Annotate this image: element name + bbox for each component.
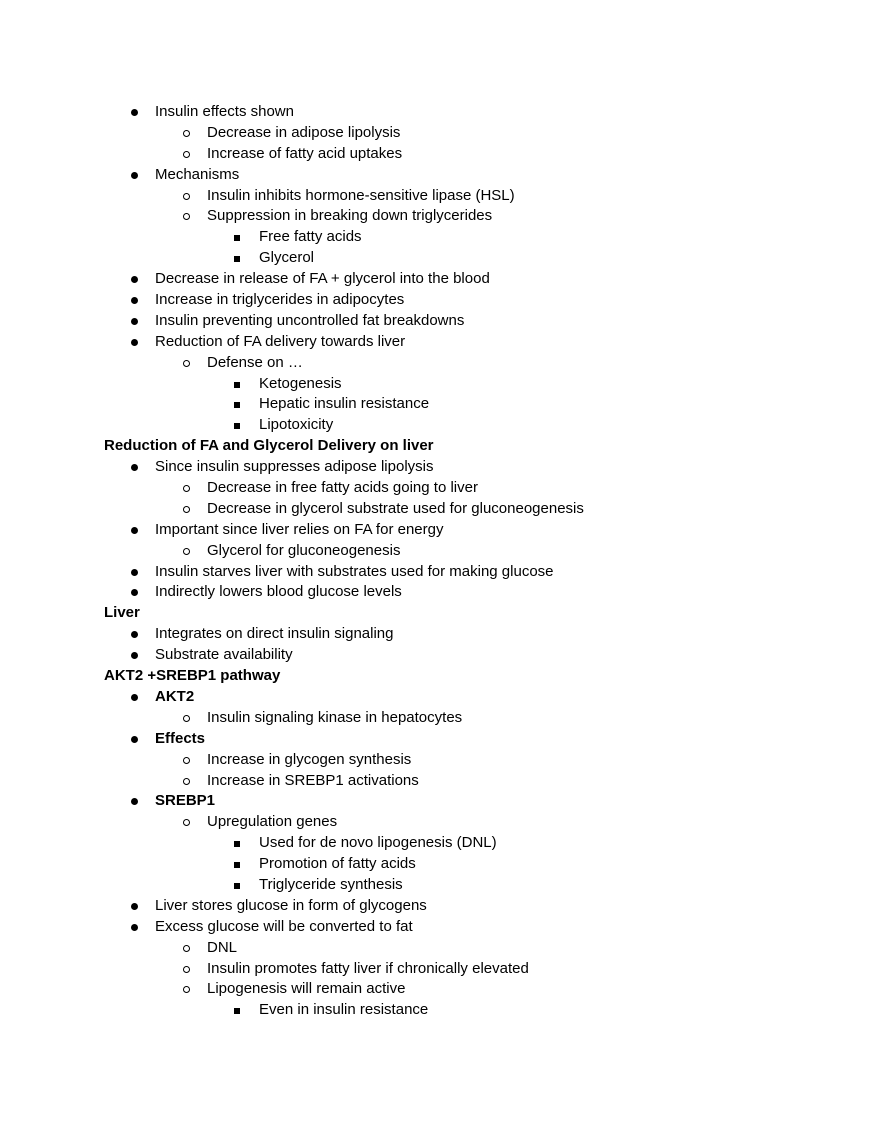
heading-text: Liver xyxy=(104,604,140,622)
list-item-text: Insulin preventing uncontrolled fat breakdowns xyxy=(155,311,465,329)
list-item xyxy=(0,374,880,395)
list-item-text: Decrease in free fatty acids going to liver xyxy=(207,479,478,497)
list-item xyxy=(0,833,880,854)
list-item xyxy=(0,645,880,666)
list-item xyxy=(0,729,880,750)
list-item-text: Mechanisms xyxy=(155,165,240,183)
list-item xyxy=(0,206,880,227)
list-item xyxy=(0,457,880,478)
square-bullet-icon xyxy=(234,1008,240,1014)
list-item xyxy=(0,1000,880,1021)
list-item xyxy=(0,123,880,144)
list-item xyxy=(0,582,880,603)
list-item xyxy=(0,938,880,959)
list-item xyxy=(0,708,880,729)
square-bullet-icon xyxy=(234,862,240,868)
list-item-text: Decrease in release of FA + glycerol into the blood xyxy=(155,270,490,288)
section-heading xyxy=(0,666,880,687)
list-item-text: Ketogenesis xyxy=(259,374,342,392)
list-item-text: Insulin effects shown xyxy=(155,103,294,120)
filled-circle-bullet-icon xyxy=(131,652,138,659)
list-item xyxy=(0,186,880,207)
filled-circle-bullet-icon xyxy=(131,924,138,931)
hollow-circle-bullet-icon xyxy=(183,506,190,513)
list-item xyxy=(0,791,880,812)
filled-circle-bullet-icon xyxy=(131,297,138,304)
list-item-text: Insulin signaling kinase in hepatocytes xyxy=(207,708,463,726)
square-bullet-icon xyxy=(234,423,240,429)
list-item-text: Effects xyxy=(155,729,206,747)
list-item-text: Liver stores glucose in form of glycogens xyxy=(155,896,427,914)
list-item xyxy=(0,750,880,771)
list-item xyxy=(0,227,880,248)
hollow-circle-bullet-icon xyxy=(183,757,190,764)
list-item-text: Since insulin suppresses adipose lipolysis xyxy=(155,458,434,476)
list-item-text: Indirectly lowers blood glucose levels xyxy=(155,583,402,601)
filled-circle-bullet-icon xyxy=(131,318,138,325)
list-item-text: Decrease in glycerol substrate used for gluconeogenesis xyxy=(207,499,584,517)
hollow-circle-bullet-icon xyxy=(183,778,190,785)
list-item xyxy=(0,269,880,290)
list-item-text: Used for de novo lipogenesis (DNL) xyxy=(259,834,497,852)
list-item-text: Glycerol for gluconeogenesis xyxy=(207,541,401,559)
filled-circle-bullet-icon xyxy=(131,569,138,576)
square-bullet-icon xyxy=(234,402,240,408)
hollow-circle-bullet-icon xyxy=(183,945,190,952)
list-item-text: Increase of fatty acid uptakes xyxy=(207,144,403,162)
list-item xyxy=(0,917,880,938)
list-item xyxy=(0,812,880,833)
list-item xyxy=(0,165,880,186)
list-item-text: Lipogenesis will remain active xyxy=(207,980,406,998)
section-heading xyxy=(0,436,880,457)
list-item-text: Even in insulin resistance xyxy=(259,1001,429,1019)
square-bullet-icon xyxy=(234,841,240,847)
document-body xyxy=(0,102,880,1021)
list-item xyxy=(0,290,880,311)
section-heading xyxy=(0,603,880,624)
list-item xyxy=(0,687,880,708)
list-item-text: Hepatic insulin resistance xyxy=(259,395,430,413)
list-item xyxy=(0,394,880,415)
list-item-text: Important since liver relies on FA for energy xyxy=(155,520,444,538)
list-item-text: DNL xyxy=(207,938,238,956)
filled-circle-bullet-icon xyxy=(131,903,138,910)
filled-circle-bullet-icon xyxy=(131,589,138,596)
list-item-text: SREBP1 xyxy=(155,792,216,810)
list-item xyxy=(0,562,880,583)
list-item-text: Decrease in adipose lipolysis xyxy=(207,123,401,141)
hollow-circle-bullet-icon xyxy=(183,193,190,200)
hollow-circle-bullet-icon xyxy=(183,151,190,158)
list-item-text: Excess glucose will be converted to fat xyxy=(155,917,413,935)
filled-circle-bullet-icon xyxy=(131,736,138,743)
filled-circle-bullet-icon xyxy=(131,172,138,179)
list-item xyxy=(0,520,880,541)
list-item-text: Glycerol xyxy=(259,249,315,267)
list-item-text: Increase in triglycerides in adipocytes xyxy=(155,291,405,309)
list-item-text: Suppression in breaking down triglycerides xyxy=(207,207,493,225)
list-item xyxy=(0,311,880,332)
list-item-text: Upregulation genes xyxy=(207,813,338,831)
list-item-text: Increase in SREBP1 activations xyxy=(207,771,419,789)
list-item xyxy=(0,499,880,520)
list-item-text: Insulin starves liver with substrates used for making glucose xyxy=(155,562,554,580)
square-bullet-icon xyxy=(234,382,240,388)
list-item xyxy=(0,875,880,896)
list-item xyxy=(0,353,880,374)
list-item xyxy=(0,332,880,353)
square-bullet-icon xyxy=(234,256,240,262)
list-item-text: Substrate availability xyxy=(155,646,293,664)
list-item xyxy=(0,959,880,980)
hollow-circle-bullet-icon xyxy=(183,715,190,722)
list-item xyxy=(0,541,880,562)
list-item xyxy=(0,248,880,269)
list-item-text: Free fatty acids xyxy=(259,228,362,246)
list-item xyxy=(0,478,880,499)
hollow-circle-bullet-icon xyxy=(183,966,190,973)
list-item-text: Reduction of FA delivery towards liver xyxy=(155,332,406,350)
filled-circle-bullet-icon xyxy=(131,631,138,638)
hollow-circle-bullet-icon xyxy=(183,213,190,220)
list-item xyxy=(0,624,880,645)
list-item xyxy=(0,415,880,436)
list-item-text: Promotion of fatty acids xyxy=(259,855,416,873)
list-item-text: Insulin promotes fatty liver if chronically elevated xyxy=(207,959,529,977)
filled-circle-bullet-icon xyxy=(131,339,138,346)
list-item-text: Integrates on direct insulin signaling xyxy=(155,625,394,643)
list-item xyxy=(0,896,880,917)
list-item xyxy=(0,854,880,875)
filled-circle-bullet-icon xyxy=(131,276,138,283)
filled-circle-bullet-icon xyxy=(131,109,138,116)
filled-circle-bullet-icon xyxy=(131,694,138,701)
list-item xyxy=(0,102,880,123)
hollow-circle-bullet-icon xyxy=(183,986,190,993)
hollow-circle-bullet-icon xyxy=(183,485,190,492)
hollow-circle-bullet-icon xyxy=(183,819,190,826)
hollow-circle-bullet-icon xyxy=(183,548,190,555)
filled-circle-bullet-icon xyxy=(131,464,138,471)
list-item-text: Triglyceride synthesis xyxy=(259,875,403,893)
list-item-text: Insulin inhibits hormone-sensitive lipase (HSL) xyxy=(207,186,515,204)
list-item-text: AKT2 xyxy=(155,687,195,705)
heading-text: AKT2 +SREBP1 pathway xyxy=(104,667,281,685)
filled-circle-bullet-icon xyxy=(131,527,138,534)
list-item-text: Defense on … xyxy=(207,353,303,371)
hollow-circle-bullet-icon xyxy=(183,130,190,137)
list-item-text: Lipotoxicity xyxy=(259,416,334,434)
square-bullet-icon xyxy=(234,235,240,241)
list-item-text: Increase in glycogen synthesis xyxy=(207,750,412,768)
list-item xyxy=(0,979,880,1000)
heading-text: Reduction of FA and Glycerol Delivery on liver xyxy=(104,437,434,455)
filled-circle-bullet-icon xyxy=(131,798,138,805)
list-item xyxy=(0,144,880,165)
square-bullet-icon xyxy=(234,883,240,889)
list-item xyxy=(0,771,880,792)
hollow-circle-bullet-icon xyxy=(183,360,190,367)
